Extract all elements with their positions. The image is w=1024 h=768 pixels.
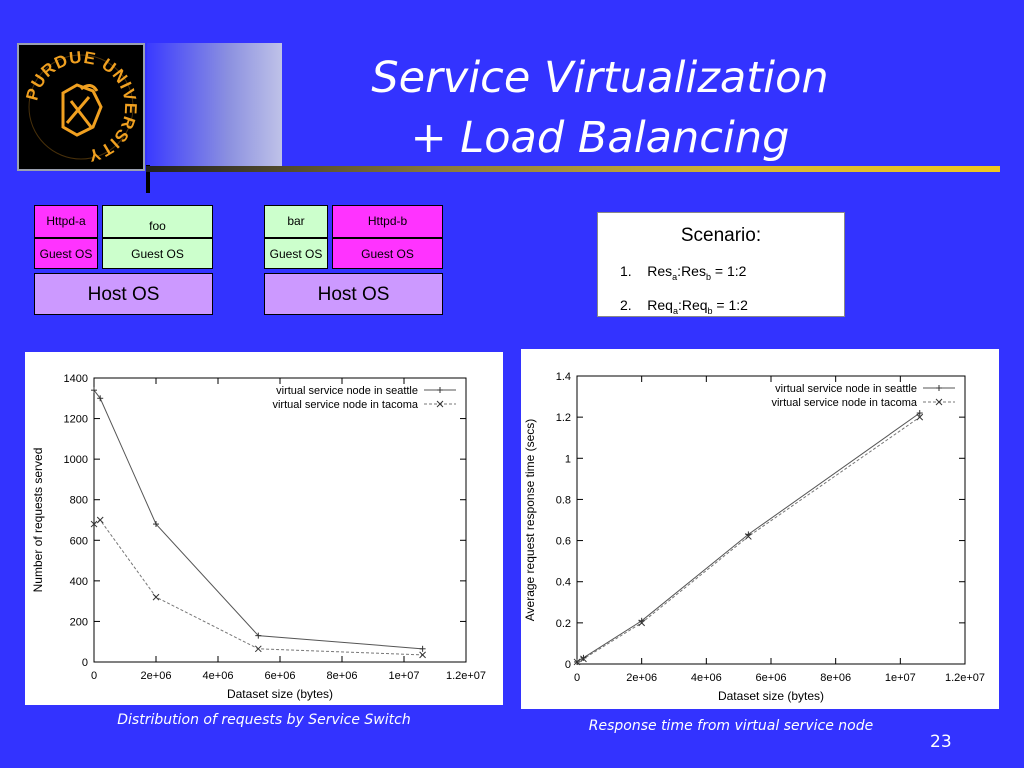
legend-label: virtual service node in tacoma xyxy=(771,397,917,409)
page-number: 23 xyxy=(930,732,952,752)
y-tick-label: 0.4 xyxy=(555,576,571,589)
scenario-item-1 xyxy=(620,257,844,291)
item-number: 1. xyxy=(620,263,632,279)
title-line-1: Service Virtualization xyxy=(371,53,829,103)
y-axis-label: Average request response time (secs) xyxy=(523,418,537,622)
caption-left: Distribution of requests by Service Switch xyxy=(117,712,411,728)
x-axis-label: Dataset size (bytes) xyxy=(226,687,334,701)
caption-right: Response time from virtual service node xyxy=(588,718,874,734)
ratio-sep: : xyxy=(677,263,682,279)
x-tick-label: 6e+06 xyxy=(264,670,296,682)
x-tick-label: 8e+06 xyxy=(326,670,358,682)
x-tick-label: 1.2e+07 xyxy=(445,670,487,682)
x-tick-label: 1.2e+07 xyxy=(944,672,986,684)
x-tick-label: 4e+06 xyxy=(202,670,234,682)
host2-guest-b: Guest OS xyxy=(332,238,443,269)
svg-text:PURDUE UNIVERSITY: PURDUE UNIVERSITY xyxy=(22,47,141,166)
ratio-value: = 1:2 xyxy=(712,296,748,313)
host1-app-a: Httpd-a xyxy=(34,205,98,238)
data-point xyxy=(97,517,103,523)
legend-label: virtual service node in tacoma xyxy=(272,399,418,411)
chart-response-time xyxy=(521,349,999,709)
data-point xyxy=(420,646,426,652)
chart-requests-svg xyxy=(25,352,503,705)
y-tick-label: 1400 xyxy=(63,373,88,385)
chart-requests-served xyxy=(25,352,503,705)
scenario-box xyxy=(597,212,845,317)
y-tick-label: 800 xyxy=(69,494,88,507)
y-tick-label: 1200 xyxy=(63,413,88,426)
y-axis-label: Number of requests served xyxy=(31,447,45,593)
host1-host-os: Host OS xyxy=(34,273,213,315)
host2-host-os: Host OS xyxy=(264,273,443,315)
chart-response-svg xyxy=(521,349,999,709)
slide-title xyxy=(290,48,910,168)
data-point xyxy=(420,652,426,658)
y-tick-label: 1000 xyxy=(63,454,88,467)
legend-label: virtual service node in seattle xyxy=(276,385,418,397)
ratio-sep: : xyxy=(677,296,682,313)
ratio-sub: a xyxy=(672,271,678,282)
ratio-term: Req xyxy=(647,296,673,313)
ratio-sub: b xyxy=(707,305,713,316)
series-line-0 xyxy=(577,413,920,662)
host1-app-b: foo xyxy=(102,205,213,238)
ratio-term: Req xyxy=(681,296,708,313)
y-tick-label: 0 xyxy=(564,659,571,671)
y-tick-label: 200 xyxy=(69,616,88,629)
host2-guest-a: Guest OS xyxy=(264,238,328,269)
ratio-sub: b xyxy=(705,271,711,282)
y-tick-label: 600 xyxy=(69,535,88,548)
y-tick-label: 0.2 xyxy=(555,617,571,630)
y-tick-label: 400 xyxy=(69,575,88,588)
x-tick-label: 1e+07 xyxy=(884,672,916,684)
legend-label: virtual service node in seattle xyxy=(775,383,917,395)
y-tick-label: 1 xyxy=(564,453,571,466)
header-gradient xyxy=(147,43,282,168)
ratio-value: = 1:2 xyxy=(710,263,747,279)
ratio-sub: a xyxy=(672,305,678,316)
host2-app-a: bar xyxy=(264,205,328,238)
host2-app-b: Httpd-b xyxy=(332,205,443,238)
data-point xyxy=(153,594,159,600)
x-tick-label: 2e+06 xyxy=(140,670,172,682)
data-point xyxy=(255,646,261,652)
plot-frame xyxy=(94,378,466,662)
x-tick-label: 6e+06 xyxy=(755,672,787,684)
ratio-term: Res xyxy=(647,263,673,279)
x-tick-label: 0 xyxy=(573,672,581,684)
scenario-item-2 xyxy=(620,291,844,325)
seal-icon xyxy=(19,45,143,169)
host1-guest-b: Guest OS xyxy=(102,238,213,269)
host1-guest-a: Guest OS xyxy=(34,238,98,269)
x-tick-label: 2e+06 xyxy=(626,672,658,684)
y-tick-label: 1.4 xyxy=(555,371,571,383)
x-axis-label: Dataset size (bytes) xyxy=(717,689,825,703)
x-tick-label: 1e+07 xyxy=(388,670,420,682)
plot-frame xyxy=(577,376,965,664)
series-line-1 xyxy=(577,417,920,662)
item-number: 2. xyxy=(620,296,632,313)
university-logo xyxy=(17,43,145,171)
y-tick-label: 0 xyxy=(81,657,88,669)
title-line-2: + Load Balancing xyxy=(410,113,790,163)
x-tick-label: 4e+06 xyxy=(690,672,722,684)
series-line-0 xyxy=(94,390,423,649)
y-tick-label: 0.8 xyxy=(555,494,571,507)
scenario-title: Scenario: xyxy=(680,225,762,246)
ratio-term: Res xyxy=(681,263,706,279)
y-tick-label: 1.2 xyxy=(555,412,571,425)
y-tick-label: 0.6 xyxy=(555,535,571,548)
data-point xyxy=(580,655,586,661)
x-tick-label: 8e+06 xyxy=(820,672,852,684)
x-tick-label: 0 xyxy=(90,670,98,682)
